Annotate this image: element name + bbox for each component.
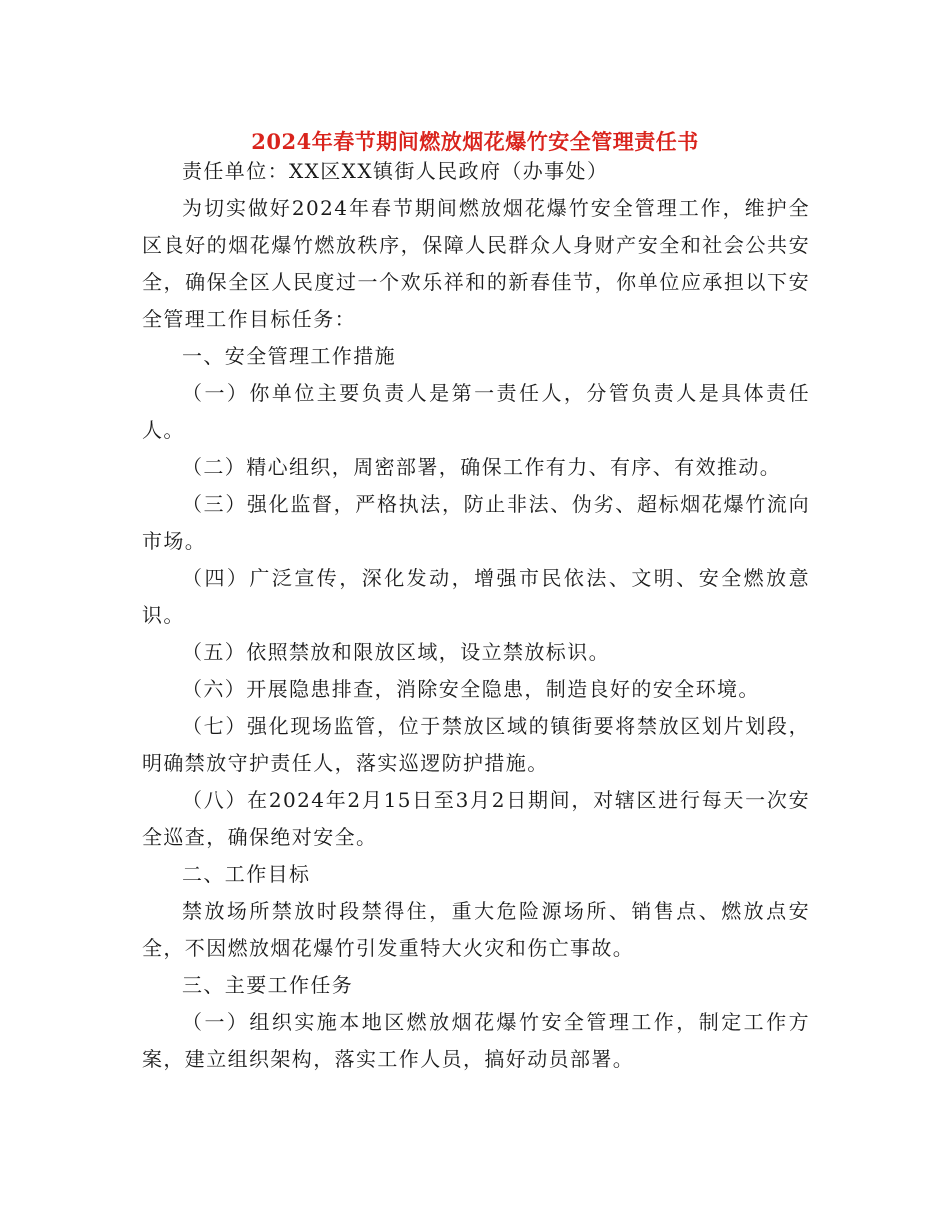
section-heading: 二、工作目标 [182,862,311,886]
list-item: （一）组织实施本地区燃放烟花爆竹安全管理工作，制定工作方案，建立组织架构，落实工作人员，搞好动员部署。 [142,1010,810,1071]
list-item: （四）广泛宣传，深化发动，增强市民依法、文明、安全燃放意识。 [142,566,810,627]
section-heading: 三、主要工作任务 [182,973,354,997]
intro-paragraph: 为切实做好2024年春节期间燃放烟花爆竹安全管理工作，维护全区良好的烟花爆竹燃放秩序，保障人民群众人身财产安全和社会公共安全，确保全区人民度过一个欢乐祥和的新春佳节，你单位应承担以下安全管理工作目标任务： [142,196,810,331]
list-item: （五）依照禁放和限放区域，设立禁放标识。 [182,640,610,664]
list-item: （八）在2024年2月15日至3月2日期间，对辖区进行每天一次安全巡查，确保绝对安全。 [142,788,810,849]
responsible-unit: 责任单位：XX区XX镇街人民政府（办事处） [182,159,609,183]
section-heading: 一、安全管理工作措施 [182,344,396,368]
list-item: （六）开展隐患排查，消除安全隐患，制造良好的安全环境。 [182,677,760,701]
list-item: （一）你单位主要负责人是第一责任人，分管负责人是具体责任人。 [142,381,810,442]
paragraph: 禁放场所禁放时段禁得住，重大危险源场所、销售点、燃放点安全，不因燃放烟花爆竹引发重特大火灾和伤亡事故。 [142,899,810,960]
list-item: （七）强化现场监管，位于禁放区域的镇街要将禁放区划片划段，明确禁放守护责任人，落实巡逻防护措施。 [142,714,810,775]
document-title: 2024年春节期间燃放烟花爆竹安全管理责任书 [251,129,699,155]
document-body [142,153,810,1078]
list-item: （二）精心组织，周密部署，确保工作有力、有序、有效推动。 [182,455,782,479]
list-item: （三）强化监督，严格执法，防止非法、伪劣、超标烟花爆竹流向市场。 [142,492,810,553]
